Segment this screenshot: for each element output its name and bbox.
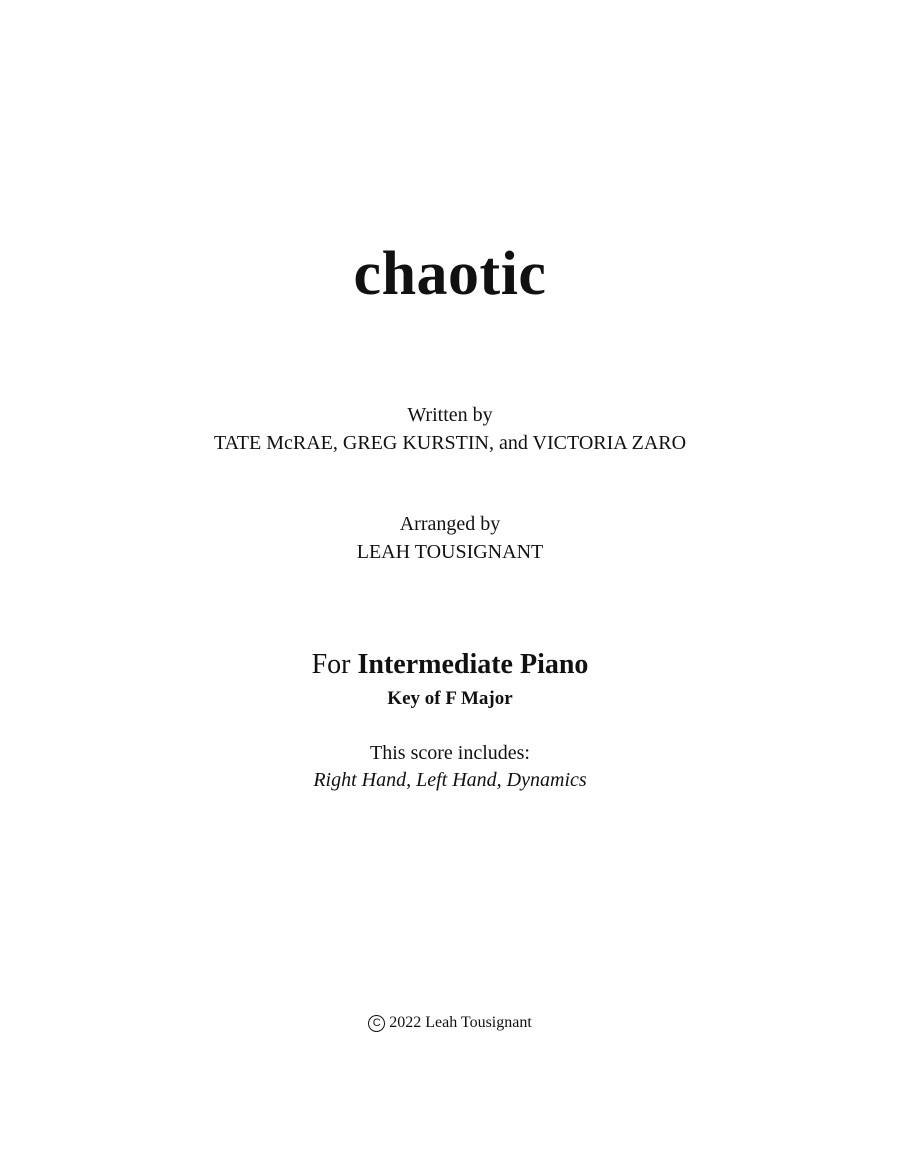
song-title: chaotic	[353, 240, 547, 308]
copyright-text: 2022 Leah Tousignant	[389, 1014, 532, 1031]
includes-list: Right Hand, Left Hand, Dynamics	[313, 769, 587, 791]
instrument-prefix: For	[311, 649, 351, 680]
copyright-notice	[0, 1012, 900, 1034]
arranged-by-label: Arranged by	[399, 513, 501, 535]
includes-label: This score includes:	[370, 742, 530, 764]
key-signature: Key of F Major	[387, 688, 513, 709]
copyright-icon: C	[368, 1015, 385, 1032]
instrument-line	[0, 647, 900, 683]
arranger-name: LEAH TOUSIGNANT	[356, 541, 544, 563]
written-by-label: Written by	[407, 404, 493, 426]
writers-list: TATE McRAE, GREG KURSTIN, and VICTORIA ZARO	[213, 432, 687, 454]
instrument-level: Intermediate Piano	[357, 649, 589, 680]
